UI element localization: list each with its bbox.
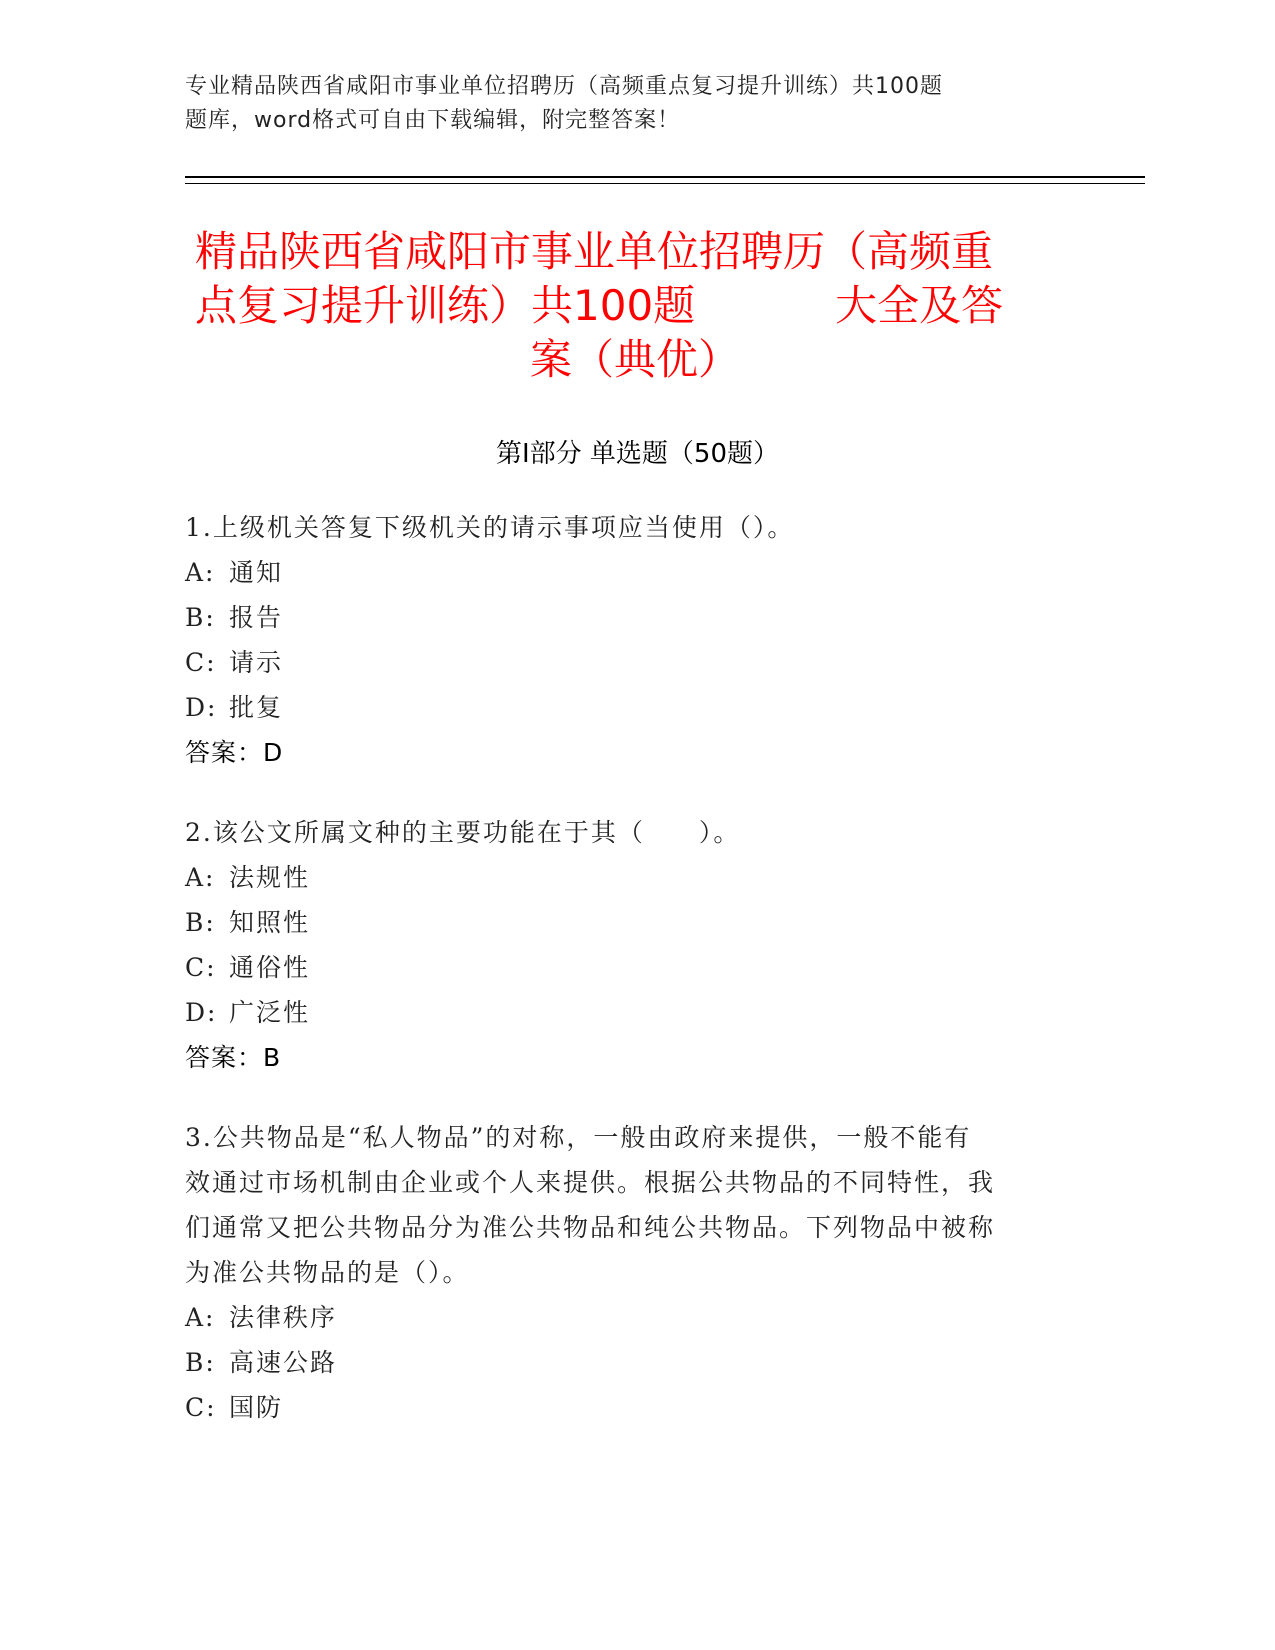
- option-text: 法规性: [229, 863, 311, 892]
- option-text: 广泛性: [229, 998, 311, 1027]
- option-text: 批复: [229, 693, 284, 722]
- option-text: 通俗性: [229, 953, 311, 982]
- option-text: 请示: [229, 648, 284, 677]
- option-letter: C:: [185, 648, 217, 677]
- title-line-2: [195, 279, 1075, 333]
- option-c: [185, 1385, 1055, 1430]
- option-letter: B:: [185, 603, 216, 632]
- title-line-2-part-1: 点复习提升训练）共100题: [195, 281, 696, 330]
- option-letter: B:: [185, 908, 216, 937]
- option-letter: D:: [185, 998, 218, 1027]
- option-a: [185, 550, 1055, 595]
- option-text: 通知: [229, 558, 284, 587]
- question-stem-line: 为准公共物品的是（）。: [185, 1258, 470, 1287]
- question-stem-line: 1.上级机关答复下级机关的请示事项应当使用（）。: [185, 513, 795, 542]
- option-d: [185, 990, 1055, 1035]
- option-text: 法律秩序: [229, 1303, 338, 1332]
- option-letter: B:: [185, 1348, 216, 1377]
- document-title: [195, 225, 1075, 387]
- option-a: [185, 1295, 1055, 1340]
- option-c: [185, 640, 1055, 685]
- option-b: [185, 1340, 1055, 1385]
- question-stem-line: 2.该公文所属文种的主要功能在于其（ ）。: [185, 818, 741, 847]
- option-a: [185, 855, 1055, 900]
- header-note: [185, 70, 1025, 138]
- question-3: [185, 1115, 1055, 1430]
- option-b: [185, 900, 1055, 945]
- question-stem-line: 3.公共物品是“私人物品”的对称，一般由政府来提供，一般不能有: [185, 1123, 972, 1152]
- question-stem: [185, 505, 1055, 550]
- option-text: 知照性: [229, 908, 311, 937]
- option-text: 高速公路: [229, 1348, 338, 1377]
- question-stem-line: 们通常又把公共物品分为准公共物品和纯公共物品。下列物品中被称: [185, 1213, 996, 1242]
- section-title: 第Ⅰ部分 单选题（50题）: [495, 439, 780, 469]
- question-stem: [185, 1115, 1055, 1295]
- header-divider-thin: [185, 183, 1145, 184]
- option-letter: A:: [185, 1303, 216, 1332]
- option-text: 报告: [229, 603, 284, 632]
- option-d: [185, 685, 1055, 730]
- header-divider-thick: [185, 176, 1145, 178]
- option-b: [185, 595, 1055, 640]
- header-note-line-2: 题库，word格式可自由下载编辑，附完整答案！: [185, 108, 681, 133]
- option-c: [185, 945, 1055, 990]
- header-note-line-1: 专业精品陕西省咸阳市事业单位招聘历（高频重点复习提升训练）共100题: [185, 74, 943, 99]
- question-stem: [185, 810, 1055, 855]
- title-line-3: 案（典优）: [529, 335, 740, 384]
- option-letter: C:: [185, 953, 217, 982]
- title-line-1: 精品陕西省咸阳市事业单位招聘历（高频重: [195, 227, 994, 276]
- answer: 答案：B: [185, 1043, 282, 1072]
- option-text: 国防: [229, 1393, 284, 1422]
- option-letter: A:: [185, 558, 216, 587]
- title-line-2-part-2: 大全及答: [835, 281, 1004, 330]
- question-stem-line: 效通过市场机制由企业或个人来提供。根据公共物品的不同特性，我: [185, 1168, 996, 1197]
- question-2: [185, 810, 1055, 1080]
- question-1: [185, 505, 1055, 775]
- option-letter: C:: [185, 1393, 217, 1422]
- option-letter: D:: [185, 693, 218, 722]
- option-letter: A:: [185, 863, 216, 892]
- answer: 答案：D: [185, 738, 284, 767]
